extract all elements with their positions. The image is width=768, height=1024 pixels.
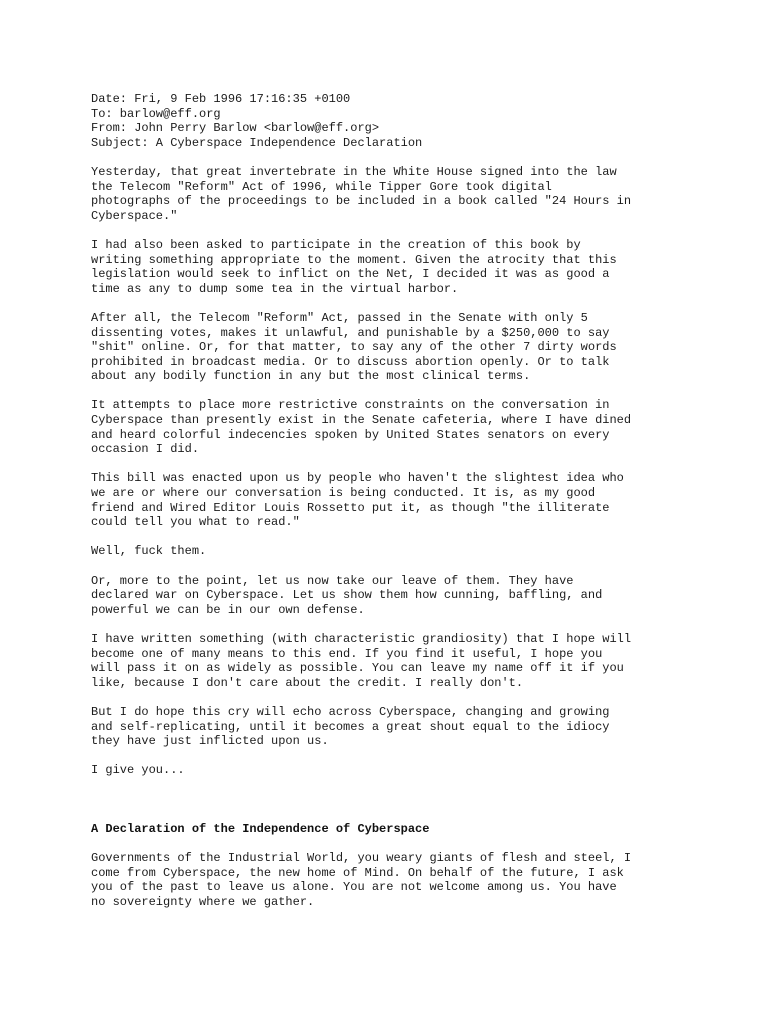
text-line: friend and Wired Editor Louis Rossetto put it, as though "the illiterate <box>91 500 610 515</box>
text-line: writing something appropriate to the moment. Given the atrocity that this <box>91 252 617 267</box>
body-paragraph-3 <box>91 311 761 384</box>
email-date: Date: Fri, 9 Feb 1996 17:16:35 +0100 <box>91 92 351 106</box>
text-line: dissenting votes, makes it unlawful, and punishable by a $250,000 to say <box>91 325 610 340</box>
text-line: Yesterday, that great invertebrate in the White House signed into the law <box>91 164 617 179</box>
body-paragraph-2 <box>91 238 761 296</box>
text-line: could tell you what to read." <box>91 515 300 530</box>
body-paragraph-5 <box>91 471 761 529</box>
text-line: and heard colorful indecencies spoken by United States senators on every <box>91 427 610 442</box>
text-line: "shit" online. Or, for that matter, to say any of the other 7 dirty words <box>91 340 617 355</box>
body-paragraph-7 <box>91 574 761 618</box>
text-line: like, because I don't care about the credit. I really don't. <box>91 675 524 690</box>
text-line: become one of many means to this end. If you find it useful, I hope you <box>91 646 603 661</box>
text-line: Cyberspace than presently exist in the Senate cafeteria, where I have dined <box>91 413 632 428</box>
text-line: you of the past to leave us alone. You are not welcome among us. You have <box>91 880 617 895</box>
text-line: After all, the Telecom "Reform" Act, passed in the Senate with only 5 <box>91 310 588 325</box>
declaration-paragraph-1 <box>91 851 761 909</box>
email-from: From: John Perry Barlow <barlow@eff.org> <box>91 121 380 136</box>
text-line: prohibited in broadcast media. Or to discuss abortion openly. Or to talk <box>91 354 610 369</box>
text-line: I had also been asked to participate in the creation of this book by <box>91 237 581 252</box>
text-line: I give you... <box>91 763 185 778</box>
body-paragraph-9 <box>91 705 761 749</box>
text-line: I have written something (with characteristic grandiosity) that I hope will <box>91 631 632 646</box>
body-paragraph-8 <box>91 632 761 690</box>
text-line: and self-replicating, until it becomes a great shout equal to the idiocy <box>91 719 610 734</box>
document-page <box>91 92 761 924</box>
text-line: about any bodily function in any but the most clinical terms. <box>91 369 531 384</box>
text-line: powerful we can be in our own defense. <box>91 602 365 617</box>
text-line: they have just inflicted upon us. <box>91 734 329 749</box>
email-subject: Subject: A Cyberspace Independence Declaration <box>91 135 423 150</box>
body-paragraph-6 <box>91 544 761 559</box>
text-line: photographs of the proceedings to be included in a book called "24 Hours in <box>91 194 632 209</box>
text-line: legislation would seek to inflict on the Net, I decided it was as good a <box>91 267 610 282</box>
text-line: It attempts to place more restrictive constraints on the conversation in <box>91 398 610 413</box>
body-paragraph-10 <box>91 763 761 778</box>
declaration-title: A Declaration of the Independence of Cyberspace <box>91 821 430 836</box>
text-line: This bill was enacted upon us by people who haven't the slightest idea who <box>91 471 624 486</box>
text-line: occasion I did. <box>91 442 200 457</box>
email-to: To: barlow@eff.org <box>91 106 221 121</box>
text-line: will pass it on as widely as possible. You can leave my name off it if you <box>91 661 624 676</box>
text-line: come from Cyberspace, the new home of Mind. On behalf of the future, I ask <box>91 865 624 880</box>
email-header <box>91 92 761 150</box>
text-line: time as any to dump some tea in the virtual harbor. <box>91 281 459 296</box>
text-line: no sovereignty where we gather. <box>91 894 315 909</box>
text-line: the Telecom "Reform" Act of 1996, while Tipper Gore took digital <box>91 179 552 194</box>
body-paragraph-1 <box>91 165 761 223</box>
text-line: declared war on Cyberspace. Let us show them how cunning, baffling, and <box>91 588 603 603</box>
text-line: Governments of the Industrial World, you weary giants of flesh and steel, I <box>91 851 632 866</box>
text-line: But I do hope this cry will echo across Cyberspace, changing and growing <box>91 704 610 719</box>
text-line: we are or where our conversation is being conducted. It is, as my good <box>91 486 596 501</box>
declaration-body <box>91 851 761 909</box>
text-line: Cyberspace." <box>91 208 178 223</box>
email-body <box>91 165 761 778</box>
body-paragraph-4 <box>91 398 761 456</box>
text-line: Or, more to the point, let us now take our leave of them. They have <box>91 573 574 588</box>
text-line: Well, fuck them. <box>91 544 207 559</box>
